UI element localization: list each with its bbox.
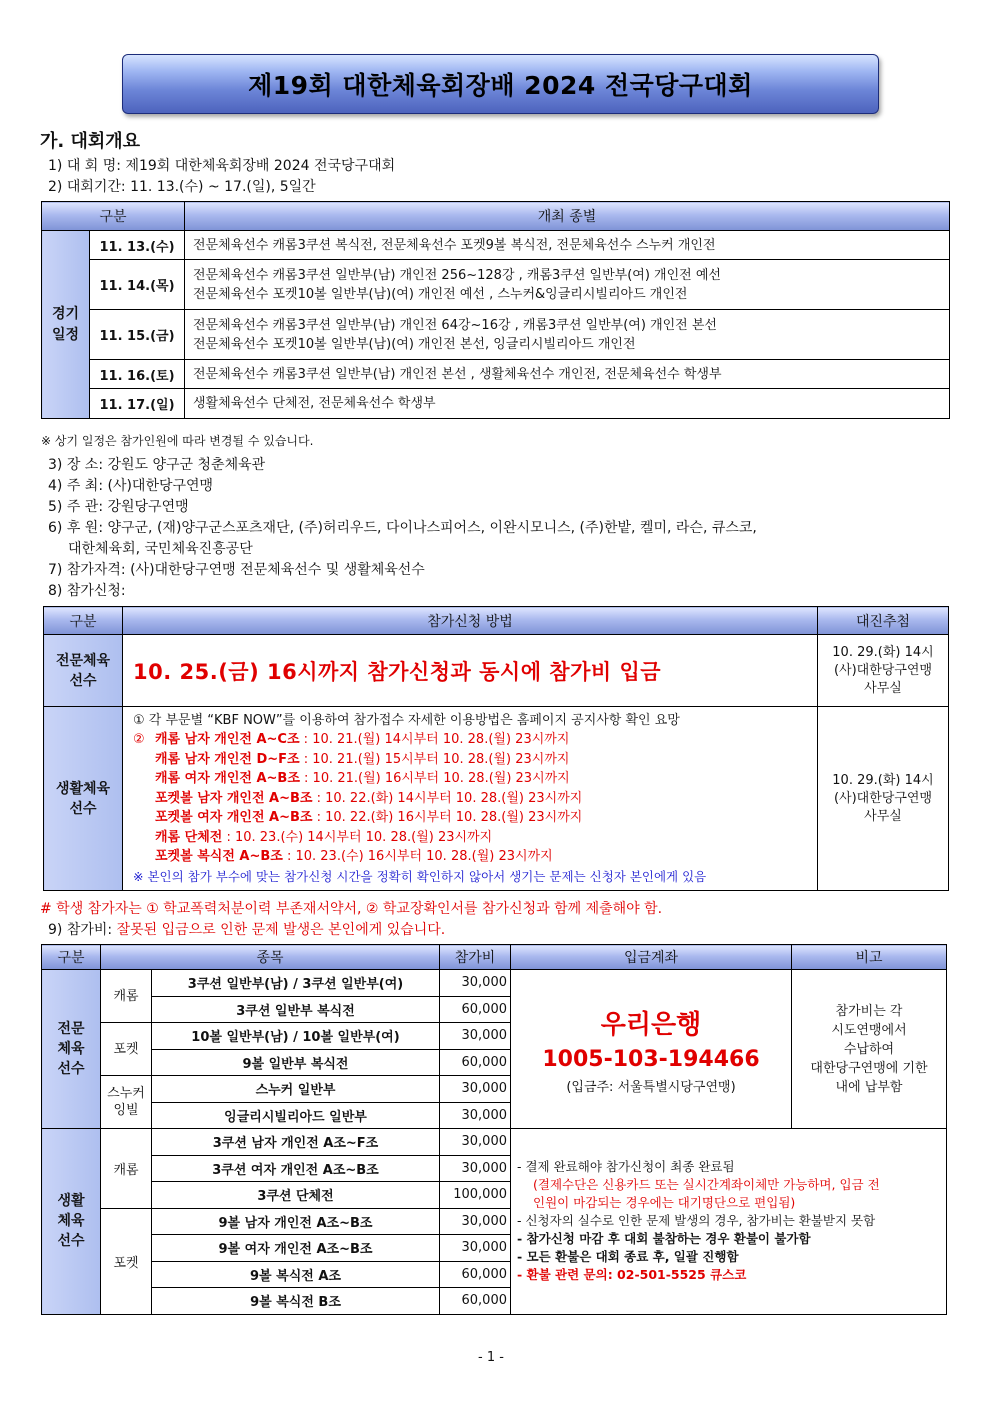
fee-event: 3쿠션 여자 개인전 A조~B조 — [152, 1155, 440, 1182]
fee-row — [42, 1129, 947, 1156]
schedule-events — [185, 389, 950, 419]
fee-amount: 30,000 — [440, 1208, 511, 1235]
fee-amount: 60,000 — [440, 1288, 511, 1315]
fee-header-group: 구분 — [42, 945, 101, 970]
fee-life-group: 캐롬 — [101, 1129, 152, 1209]
schedule-note: ※ 상기 일정은 참가인원에 따라 변경될 수 있습니다. — [41, 434, 314, 448]
schedule-date: 11. 13.(수) — [90, 231, 185, 260]
schedule-header-group: 구분 — [42, 202, 185, 231]
registration-life-item — [133, 789, 817, 809]
organizer-line: 5) 주 관: 강원당구연맹 — [48, 499, 189, 515]
schedule-events — [185, 231, 950, 260]
fee-amount: 30,000 — [440, 1155, 511, 1182]
schedule-header-events: 개최 종별 — [185, 202, 950, 231]
registration-life-item-label: 캐롬 여자 개인전 A~B조 — [155, 771, 300, 787]
fee-header-account: 입금계좌 — [511, 945, 792, 970]
schedule-date: 11. 17.(일) — [90, 389, 185, 419]
sponsor-line-1: 6) 후 원: 양구군, (재)양구군스포츠재단, (주)허리우드, 다이나스피어스, 이완시모니스, (주)한밭, 켈미, 라슨, 큐스코, — [48, 520, 757, 536]
registration-life-note: ※ 본인의 참가 부수에 맞는 참가신청 시간을 정확히 확인하지 않아서 생기는 문제는 신청자 본인에게 있음 — [133, 868, 707, 884]
fee-event: 9볼 복식전 A조 — [152, 1261, 440, 1288]
fee-amount: 100,000 — [440, 1182, 511, 1209]
schedule-events — [185, 360, 950, 389]
registration-life-item-time: : 10. 23.(수) 16시부터 10. 28.(월) 23시까지 — [282, 849, 553, 865]
remark-line: - 결제 완료해야 참가신청이 최종 완료됨 — [517, 1159, 735, 1175]
remark-line: - 환불 관련 문의: 02-501-5525 큐스코 — [517, 1267, 747, 1283]
registration-life-item-label: 캐롬 남자 개인전 A~C조 — [155, 732, 300, 748]
overview-name: 1) 대 회 명: 제19회 대한체육회장배 2024 전국당구대회 — [48, 158, 396, 174]
fee-header-fee: 참가비 — [440, 945, 511, 970]
fee-amount: 60,000 — [440, 1049, 511, 1076]
fee-account — [511, 970, 792, 1129]
registration-life-label: 생활체육 선수 — [44, 707, 123, 891]
fee-pro-group: 포켓 — [101, 1023, 152, 1076]
schedule-event-line: 전문체육선수 포켓10볼 일반부(남)(여) 개인전 예선 , 스누커&잉글리시빌리아드 개인전 — [193, 286, 688, 302]
registration-pro-method: 10. 25.(금) 16시까지 참가신청과 동시에 참가비 입금 — [123, 635, 818, 707]
fee-pro-group: 캐롬 — [101, 970, 152, 1023]
fee-pro-label: 전문 체육 선수 — [42, 970, 101, 1129]
fee-amount: 30,000 — [440, 1129, 511, 1156]
apply-line: 8) 참가신청: — [48, 583, 126, 599]
sponsor-line-2: 대한체육회, 국민체육진흥공단 — [68, 541, 253, 557]
registration-life-item — [133, 769, 817, 789]
fee-pro-remark: 참가비는 각 시도연맹에서 수납하여 대한당구연맹에 기한 내에 납부함 — [792, 970, 947, 1129]
registration-pro-draw: 10. 29.(화) 14시 (사)대한당구연맹 사무실 — [818, 635, 949, 707]
fee-life-group: 포켓 — [101, 1208, 152, 1314]
fee-amount: 30,000 — [440, 1102, 511, 1129]
remark-line: (결제수단은 신용카드 또는 실시간계좌이체만 가능하며, 입금 전 — [533, 1177, 880, 1193]
fee-event: 9볼 여자 개인전 A조~B조 — [152, 1235, 440, 1262]
fee-header-note: 비고 — [792, 945, 947, 970]
fee-event: 스누커 일반부 — [152, 1076, 440, 1103]
schedule-events — [185, 260, 950, 310]
fee-life-label: 생활 체육 선수 — [42, 1129, 101, 1315]
fee-event: 잉글리시빌리아드 일반부 — [152, 1102, 440, 1129]
registration-life-item-time: : 10. 21.(월) 16시부터 10. 28.(월) 23시까지 — [299, 771, 570, 787]
registration-life-item-label: 캐롬 남자 개인전 D~F조 — [155, 751, 300, 767]
fee-life-remarks — [511, 1129, 947, 1315]
remark-line: 인원이 마감되는 경우에는 대기명단으로 편입됨) — [533, 1195, 796, 1211]
fee-row — [42, 970, 947, 997]
schedule-date: 11. 16.(토) — [90, 360, 185, 389]
registration-table — [43, 606, 949, 891]
registration-life-item — [133, 828, 817, 848]
schedule-date: 11. 15.(금) — [90, 310, 185, 360]
schedule-event-line: 생활체육선수 단체전, 전문체육선수 학생부 — [193, 396, 436, 411]
registration-life-item — [133, 730, 817, 750]
schedule-body — [42, 231, 950, 419]
fee-event: 9볼 일반부 복식전 — [152, 1049, 440, 1076]
schedule-table — [41, 201, 950, 419]
fee-event: 9볼 남자 개인전 A조~B조 — [152, 1208, 440, 1235]
registration-life-line1: ① 각 부문별 “KBF NOW”를 이용하여 참가접수 자세한 이용방법은 홈페이지 공지사항 확인 요망 — [133, 712, 680, 728]
registration-life-method — [123, 707, 818, 891]
fee-amount: 60,000 — [440, 996, 511, 1023]
schedule-events — [185, 310, 950, 360]
fee-amount: 60,000 — [440, 1261, 511, 1288]
registration-header-draw: 대진추첨 — [818, 607, 949, 635]
page-number: - 1 - — [478, 1350, 504, 1365]
registration-life-item — [133, 750, 817, 770]
fee-amount: 30,000 — [440, 1235, 511, 1262]
registration-life-item — [133, 808, 817, 828]
registration-header-method: 참가신청 방법 — [123, 607, 818, 635]
schedule-date: 11. 14.(목) — [90, 260, 185, 310]
registration-life-item-time: : 10. 23.(수) 14시부터 10. 28.(월) 23시까지 — [222, 829, 493, 845]
account-number: 1005-103-194466 — [542, 1046, 760, 1072]
fee-event: 3쿠션 단체전 — [152, 1182, 440, 1209]
eligibility-line: 7) 참가자격: (사)대한당구연맹 전문체육선수 및 생활체육선수 — [48, 562, 425, 578]
registration-life-item-time: : 10. 21.(월) 15시부터 10. 28.(월) 23시까지 — [299, 751, 570, 767]
section-heading: 가. 대회개요 — [40, 131, 141, 152]
fee-amount: 30,000 — [440, 1076, 511, 1103]
fee-line-prefix: 9) 참가비: — [48, 922, 117, 938]
remark-line: - 신청자의 실수로 인한 문제 발생의 경우, 참가비는 환불받지 못함 — [517, 1213, 876, 1229]
schedule-row — [42, 360, 950, 389]
schedule-event-line: 전문체육선수 캐롬3쿠션 복식전, 전문체육선수 포켓9볼 복식전, 전문체육선수 스누커 개인전 — [193, 237, 716, 253]
host-line: 4) 주 최: (사)대한당구연맹 — [48, 478, 214, 494]
schedule-row — [42, 310, 950, 360]
fee-line — [48, 919, 445, 939]
fee-line-warning: 잘못된 입금으로 인한 문제 발생은 본인에게 있습니다. — [116, 922, 446, 938]
registration-life-draw: 10. 29.(화) 14시 (사)대한당구연맹 사무실 — [818, 707, 949, 891]
schedule-event-line: 전문체육선수 캐롬3쿠션 일반부(남) 개인전 본선 , 생활체육선수 개인전, 전문체육선수 학생부 — [193, 366, 722, 382]
fee-amount: 30,000 — [440, 970, 511, 997]
schedule-row — [42, 260, 950, 310]
registration-life-item-label: 포켓볼 남자 개인전 A~B조 — [155, 790, 313, 806]
fee-event: 3쿠션 남자 개인전 A조~F조 — [152, 1129, 440, 1156]
fee-event: 3쿠션 일반부(남) / 3쿠션 일반부(여) — [152, 970, 440, 997]
schedule-event-line: 전문체육선수 캐롬3쿠션 일반부(남) 개인전 256~128강 , 캐롬3쿠션 일반부(여) 개인전 예선 — [193, 267, 721, 283]
schedule-side-label: 경기 일정 — [42, 231, 90, 419]
registration-life-item — [133, 847, 817, 867]
account-holder: (입금주: 서울특별시당구연맹) — [566, 1079, 736, 1095]
schedule-row — [42, 389, 950, 419]
schedule-event-line: 전문체육선수 포켓10볼 일반부(남)(여) 개인전 본선, 잉글리시빌리아드 개인전 — [193, 336, 636, 352]
page-title: 제19회 대한체육회장배 2024 전국당구대회 — [248, 71, 753, 100]
registration-life-items — [133, 730, 817, 867]
registration-life-item-label: 포켓볼 여자 개인전 A~B조 — [155, 810, 313, 826]
registration-life-item-time: : 10. 22.(화) 16시부터 10. 28.(월) 23시까지 — [312, 810, 583, 826]
remark-line: - 모든 환불은 대회 종료 후, 일괄 진행함 — [517, 1249, 739, 1265]
fee-event: 3쿠션 일반부 복식전 — [152, 996, 440, 1023]
venue-line: 3) 장 소: 강원도 양구군 청춘체육관 — [48, 457, 266, 473]
registration-pro-label: 전문체육 선수 — [44, 635, 123, 707]
student-note: # 학생 참가자는 ① 학교폭력처분이력 부존재서약서, ② 학교장확인서를 참가신청과 함께 제출해야 함. — [40, 901, 663, 917]
fee-amount: 30,000 — [440, 1023, 511, 1050]
fee-pro-group: 스누커 잉빌 — [101, 1076, 152, 1129]
remark-line: - 참가신청 마감 후 대회 불참하는 경우 환불이 불가함 — [517, 1231, 811, 1247]
fee-body — [42, 970, 947, 1315]
fee-event: 10볼 일반부(남) / 10볼 일반부(여) — [152, 1023, 440, 1050]
schedule-row — [42, 231, 950, 260]
registration-life-item-label: 캐롬 단체전 — [155, 829, 223, 845]
title-banner — [122, 54, 879, 114]
fee-event: 9볼 복식전 B조 — [152, 1288, 440, 1315]
registration-header-group: 구분 — [44, 607, 123, 635]
registration-life-item-time: : 10. 21.(월) 14시부터 10. 28.(월) 23시까지 — [299, 732, 570, 748]
overview-period: 2) 대회기간: 11. 13.(수) ~ 17.(일), 5일간 — [48, 179, 316, 195]
schedule-event-line: 전문체육선수 캐롬3쿠션 일반부(남) 개인전 64강~16강 , 캐롬3쿠션 일반부(여) 개인전 본선 — [193, 317, 717, 333]
registration-life-marker: ② — [133, 732, 145, 748]
registration-life-item-time: : 10. 22.(화) 14시부터 10. 28.(월) 23시까지 — [312, 790, 583, 806]
fee-table — [41, 944, 947, 1315]
fee-header-event: 종목 — [101, 945, 440, 970]
registration-life-item-label: 포켓볼 복식전 A~B조 — [155, 849, 283, 865]
bank-name: 우리은행 — [600, 1009, 702, 1040]
